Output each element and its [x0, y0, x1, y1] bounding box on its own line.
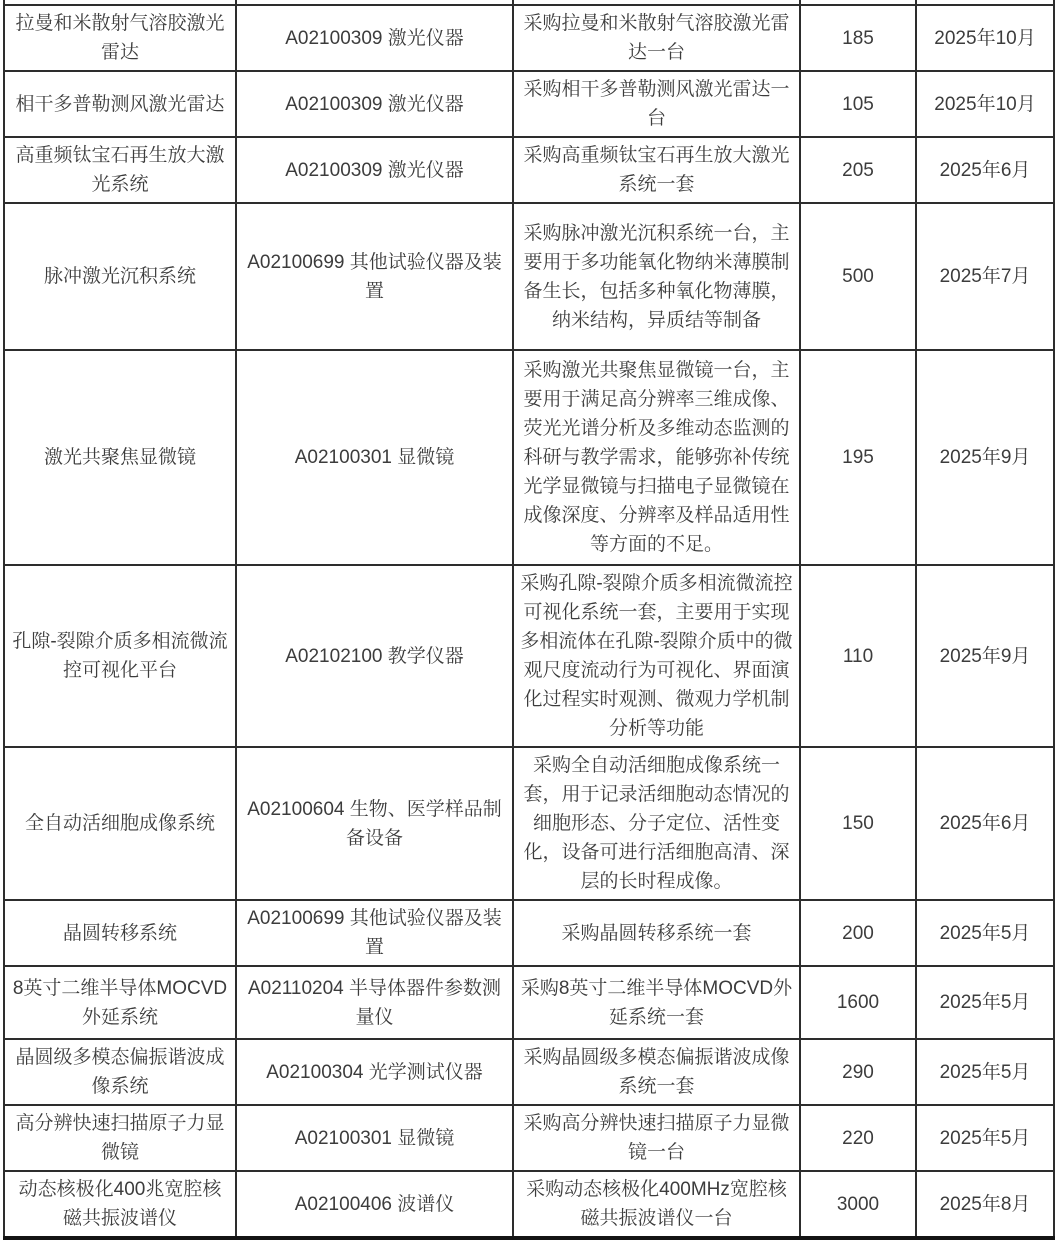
cell-description: 采购高重频钛宝石再生放大激光系统一套	[513, 137, 800, 203]
cell-category-code: A02100699 其他试验仪器及装置	[236, 900, 513, 966]
cell-category-code: A02100301 显微镜	[236, 1105, 513, 1171]
cell-category-code: A02100406 波谱仪	[236, 1171, 513, 1238]
table-row	[4, 5, 1054, 71]
cell-equipment-name: 8英寸二维半导体MOCVD外延系统	[4, 966, 236, 1039]
cell-equipment-name: 孔隙-裂隙介质多相流微流控可视化平台	[4, 565, 236, 747]
cell-description: 采购8英寸二维半导体MOCVD外延系统一套	[513, 966, 800, 1039]
cell-category-code: A02100604 生物、医学样品制备设备	[236, 747, 513, 900]
cell-date: 2025年5月	[916, 1039, 1054, 1105]
cell-description: 采购激光共聚焦显微镜一台，主要用于满足高分辨率三维成像、荧光光谱分析及多维动态监测的科研与教学需求，能够弥补传统光学显微镜与扫描电子显微镜在成像深度、分辨率及样品适用性等方面的不足。	[513, 350, 800, 565]
cell-equipment-name: 拉曼和米散射气溶胶激光雷达	[4, 5, 236, 71]
cell-amount: 3000	[800, 1171, 916, 1238]
cell-date: 2025年5月	[916, 1105, 1054, 1171]
cell-category-code: A02100309 激光仪器	[236, 137, 513, 203]
cell-equipment-name: 脉冲激光沉积系统	[4, 203, 236, 350]
cell-description: 采购晶圆转移系统一套	[513, 900, 800, 966]
cell-amount: 200	[800, 900, 916, 966]
table-row	[4, 203, 1054, 350]
cell-description: 采购高分辨快速扫描原子力显微镜一台	[513, 1105, 800, 1171]
cell-description: 采购全自动活细胞成像系统一套，用于记录活细胞动态情况的细胞形态、分子定位、活性变化，设备可进行活细胞高清、深层的长时程成像。	[513, 747, 800, 900]
cell-date: 2025年6月	[916, 137, 1054, 203]
table-row	[4, 137, 1054, 203]
table-row	[4, 1105, 1054, 1171]
cell-equipment-name: 晶圆级多模态偏振谐波成像系统	[4, 1039, 236, 1105]
cell-amount: 185	[800, 5, 916, 71]
table-row	[4, 1039, 1054, 1105]
cell-category-code: A02100309 激光仪器	[236, 5, 513, 71]
table-row	[4, 565, 1054, 747]
procurement-table	[3, 0, 1055, 1240]
cell-category-code: A02100699 其他试验仪器及装置	[236, 203, 513, 350]
table-row	[4, 350, 1054, 565]
cell-equipment-name: 动态核极化400兆宽腔核磁共振波谱仪	[4, 1171, 236, 1238]
table-row	[4, 900, 1054, 966]
cell-date: 2025年6月	[916, 747, 1054, 900]
cell-description: 采购脉冲激光沉积系统一台，主要用于多功能氧化物纳米薄膜制备生长，包括多种氧化物薄膜，纳米结构，异质结等制备	[513, 203, 800, 350]
cell-amount: 195	[800, 350, 916, 565]
cell-amount: 110	[800, 565, 916, 747]
cell-amount: 150	[800, 747, 916, 900]
cell-description: 采购晶圆级多模态偏振谐波成像系统一套	[513, 1039, 800, 1105]
table-row	[4, 966, 1054, 1039]
cell-date: 2025年9月	[916, 350, 1054, 565]
cell-description: 采购动态核极化400MHz宽腔核磁共振波谱仪一台	[513, 1171, 800, 1238]
cell-description: 采购孔隙-裂隙介质多相流微流控可视化系统一套，主要用于实现多相流体在孔隙-裂隙介质中的微观尺度流动行为可视化、界面演化过程实时观测、微观力学机制分析等功能	[513, 565, 800, 747]
cell-category-code: A02102100 教学仪器	[236, 565, 513, 747]
cell-category-code: A02100304 光学测试仪器	[236, 1039, 513, 1105]
cell-amount: 220	[800, 1105, 916, 1171]
cell-date: 2025年5月	[916, 900, 1054, 966]
cell-equipment-name: 全自动活细胞成像系统	[4, 747, 236, 900]
cell-equipment-name: 激光共聚焦显微镜	[4, 350, 236, 565]
cell-category-code: A02100301 显微镜	[236, 350, 513, 565]
cell-equipment-name: 晶圆转移系统	[4, 900, 236, 966]
cell-amount: 290	[800, 1039, 916, 1105]
cell-description: 采购拉曼和米散射气溶胶激光雷达一台	[513, 5, 800, 71]
cell-equipment-name: 高分辨快速扫描原子力显微镜	[4, 1105, 236, 1171]
cell-equipment-name: 高重频钛宝石再生放大激光系统	[4, 137, 236, 203]
cell-date: 2025年10月	[916, 5, 1054, 71]
cell-date: 2025年10月	[916, 71, 1054, 137]
cell-date: 2025年9月	[916, 565, 1054, 747]
table-row	[4, 1171, 1054, 1238]
table-row	[4, 747, 1054, 900]
cell-amount: 1600	[800, 966, 916, 1039]
cell-category-code: A02100309 激光仪器	[236, 71, 513, 137]
cell-date: 2025年5月	[916, 966, 1054, 1039]
table-row	[4, 71, 1054, 137]
cell-amount: 500	[800, 203, 916, 350]
cell-amount: 105	[800, 71, 916, 137]
cell-equipment-name: 相干多普勒测风激光雷达	[4, 71, 236, 137]
cell-amount: 205	[800, 137, 916, 203]
cell-category-code: A02110204 半导体器件参数测量仪	[236, 966, 513, 1039]
cell-description: 采购相干多普勒测风激光雷达一台	[513, 71, 800, 137]
cell-date: 2025年8月	[916, 1171, 1054, 1238]
cell-date: 2025年7月	[916, 203, 1054, 350]
procurement-table-body	[4, 0, 1054, 1238]
